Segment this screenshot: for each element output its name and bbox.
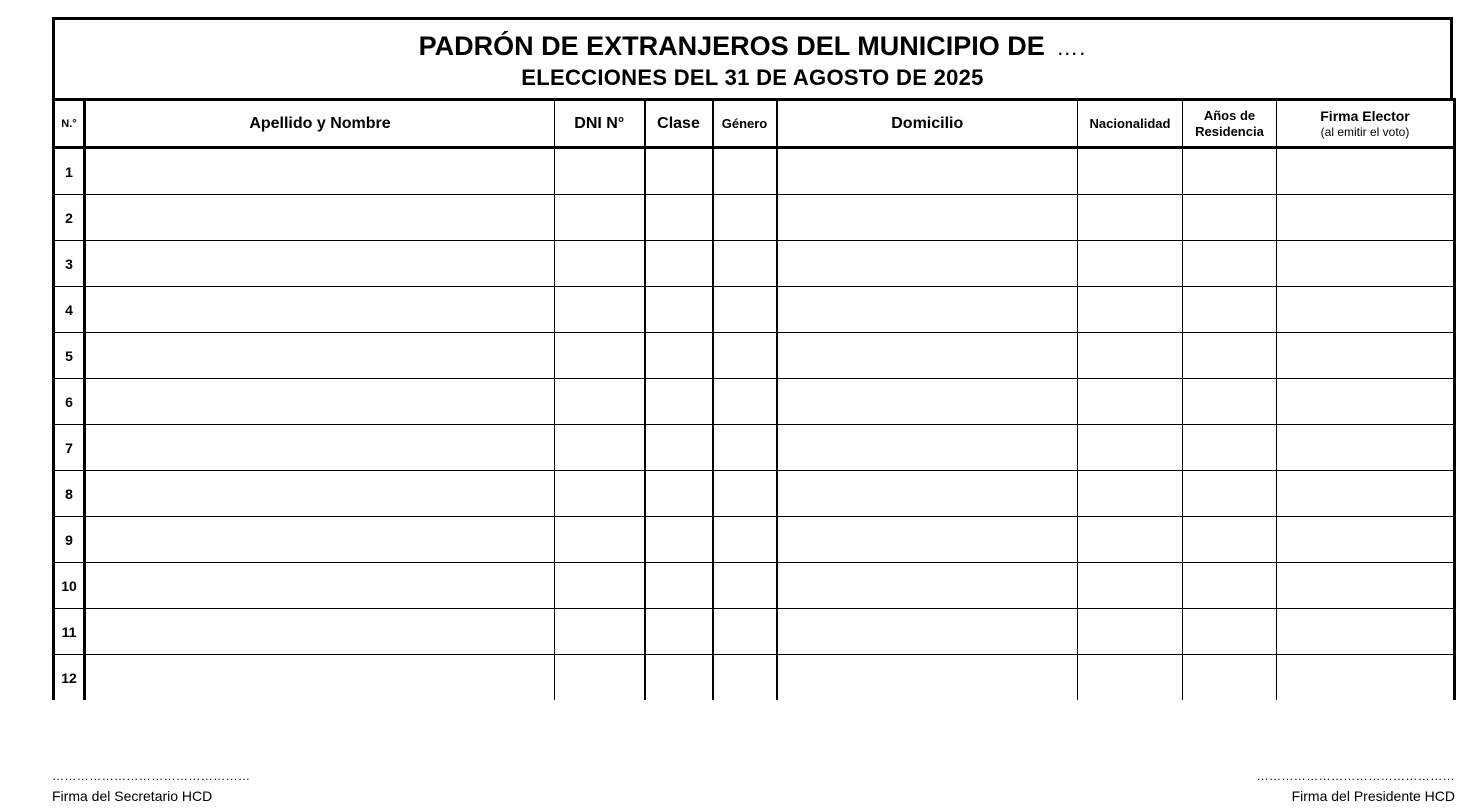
cell-firma[interactable]	[1277, 333, 1455, 379]
cell-dni[interactable]	[555, 517, 645, 563]
secretary-signature-label: Firma del Secretario HCD	[52, 788, 213, 804]
cell-name[interactable]	[85, 425, 555, 471]
header-firma-elector	[1277, 100, 1455, 148]
cell-dni[interactable]	[555, 333, 645, 379]
row-number: 6	[54, 379, 85, 425]
table-row	[54, 563, 1455, 609]
cell-firma[interactable]	[1277, 563, 1455, 609]
header-dni: DNI N°	[555, 100, 645, 148]
cell-name[interactable]	[85, 379, 555, 425]
header-name: Apellido y Nombre	[85, 100, 555, 148]
header-anios-residencia: Años de Residencia	[1183, 100, 1277, 148]
table-row	[54, 609, 1455, 655]
row-number: 1	[54, 148, 85, 195]
table-row	[54, 517, 1455, 563]
cell-clase[interactable]	[645, 563, 713, 609]
table-row	[54, 425, 1455, 471]
cell-name[interactable]	[85, 148, 555, 195]
cell-clase[interactable]	[645, 379, 713, 425]
cell-anios[interactable]	[1183, 379, 1277, 425]
row-number: 10	[54, 563, 85, 609]
cell-domicilio[interactable]	[777, 241, 1078, 287]
president-signature	[1257, 770, 1455, 804]
cell-anios[interactable]	[1183, 563, 1277, 609]
cell-genero[interactable]	[713, 241, 777, 287]
cell-domicilio[interactable]	[777, 333, 1078, 379]
cell-genero[interactable]	[713, 287, 777, 333]
cell-clase[interactable]	[645, 148, 713, 195]
election-subtitle: ELECCIONES DEL 31 DE AGOSTO DE 2025	[521, 65, 984, 90]
cell-genero[interactable]	[713, 655, 777, 701]
cell-anios[interactable]	[1183, 148, 1277, 195]
cell-domicilio[interactable]	[777, 609, 1078, 655]
cell-firma[interactable]	[1277, 379, 1455, 425]
header-number: N.°	[54, 100, 85, 148]
cell-domicilio[interactable]	[777, 379, 1078, 425]
voter-table	[52, 98, 1456, 700]
header-nacionalidad: Nacionalidad	[1078, 100, 1183, 148]
cell-nacionalidad[interactable]	[1078, 195, 1183, 241]
table-body	[54, 148, 1455, 701]
cell-name[interactable]	[85, 471, 555, 517]
header-clase: Clase	[645, 100, 713, 148]
cell-nacionalidad[interactable]	[1078, 517, 1183, 563]
cell-genero[interactable]	[713, 609, 777, 655]
cell-clase[interactable]	[645, 609, 713, 655]
cell-anios[interactable]	[1183, 425, 1277, 471]
table-row	[54, 471, 1455, 517]
table-header	[54, 100, 1455, 148]
cell-domicilio[interactable]	[777, 287, 1078, 333]
cell-firma[interactable]	[1277, 241, 1455, 287]
cell-firma[interactable]	[1277, 655, 1455, 701]
cell-firma[interactable]	[1277, 425, 1455, 471]
cell-nacionalidad[interactable]	[1078, 379, 1183, 425]
cell-domicilio[interactable]	[777, 148, 1078, 195]
row-number: 4	[54, 287, 85, 333]
cell-anios[interactable]	[1183, 241, 1277, 287]
cell-nacionalidad[interactable]	[1078, 609, 1183, 655]
cell-name[interactable]	[85, 195, 555, 241]
cell-genero[interactable]	[713, 333, 777, 379]
cell-dni[interactable]	[555, 425, 645, 471]
cell-name[interactable]	[85, 287, 555, 333]
cell-name[interactable]	[85, 609, 555, 655]
cell-genero[interactable]	[713, 148, 777, 195]
cell-nacionalidad[interactable]	[1078, 287, 1183, 333]
row-number: 9	[54, 517, 85, 563]
cell-anios[interactable]	[1183, 333, 1277, 379]
cell-name[interactable]	[85, 655, 555, 701]
cell-domicilio[interactable]	[777, 517, 1078, 563]
table-row	[54, 241, 1455, 287]
cell-genero[interactable]	[713, 517, 777, 563]
cell-firma[interactable]	[1277, 517, 1455, 563]
row-number: 7	[54, 425, 85, 471]
cell-firma[interactable]	[1277, 609, 1455, 655]
cell-domicilio[interactable]	[777, 425, 1078, 471]
cell-domicilio[interactable]	[777, 195, 1078, 241]
cell-genero[interactable]	[713, 195, 777, 241]
cell-genero[interactable]	[713, 471, 777, 517]
cell-dni[interactable]	[555, 563, 645, 609]
cell-clase[interactable]	[645, 333, 713, 379]
cell-anios[interactable]	[1183, 287, 1277, 333]
header-firma-label: Firma Elector	[1320, 108, 1410, 124]
cell-genero[interactable]	[713, 563, 777, 609]
table-row	[54, 287, 1455, 333]
header-domicilio: Domicilio	[777, 100, 1078, 148]
cell-domicilio[interactable]	[777, 563, 1078, 609]
cell-domicilio[interactable]	[777, 471, 1078, 517]
cell-nacionalidad[interactable]	[1078, 425, 1183, 471]
cell-clase[interactable]	[645, 517, 713, 563]
cell-dni[interactable]	[555, 609, 645, 655]
cell-firma[interactable]	[1277, 287, 1455, 333]
secretary-signature	[52, 770, 250, 804]
cell-name[interactable]	[85, 563, 555, 609]
cell-dni[interactable]	[555, 195, 645, 241]
header-firma-sub: (al emitir el voto)	[1320, 125, 1410, 139]
cell-firma[interactable]	[1277, 148, 1455, 195]
cell-nacionalidad[interactable]	[1078, 655, 1183, 701]
row-number: 11	[54, 609, 85, 655]
cell-anios[interactable]	[1183, 517, 1277, 563]
secretary-signature-line: …………………………………………	[52, 769, 251, 783]
cell-clase[interactable]	[645, 471, 713, 517]
cell-nacionalidad[interactable]	[1078, 471, 1183, 517]
cell-genero[interactable]	[713, 425, 777, 471]
padron-sheet	[52, 17, 1453, 700]
cell-clase[interactable]	[645, 287, 713, 333]
title-text: PADRÓN DE EXTRANJEROS DEL MUNICIPIO DE	[418, 31, 1045, 61]
cell-clase[interactable]	[645, 195, 713, 241]
title-dots: ….	[1056, 35, 1087, 60]
cell-anios[interactable]	[1183, 195, 1277, 241]
table-row	[54, 333, 1455, 379]
cell-clase[interactable]	[645, 425, 713, 471]
cell-name[interactable]	[85, 333, 555, 379]
cell-dni[interactable]	[555, 148, 645, 195]
table-row	[54, 148, 1455, 195]
cell-name[interactable]	[85, 517, 555, 563]
cell-dni[interactable]	[555, 287, 645, 333]
table-row	[54, 379, 1455, 425]
document-title	[55, 30, 1450, 64]
president-signature-line: …………………………………………	[1256, 769, 1455, 783]
row-number: 3	[54, 241, 85, 287]
cell-anios[interactable]	[1183, 655, 1277, 701]
cell-genero[interactable]	[713, 379, 777, 425]
cell-firma[interactable]	[1277, 195, 1455, 241]
cell-nacionalidad[interactable]	[1078, 148, 1183, 195]
cell-anios[interactable]	[1183, 609, 1277, 655]
cell-name[interactable]	[85, 241, 555, 287]
cell-dni[interactable]	[555, 379, 645, 425]
row-number: 2	[54, 195, 85, 241]
row-number: 8	[54, 471, 85, 517]
cell-domicilio[interactable]	[777, 655, 1078, 701]
cell-anios[interactable]	[1183, 471, 1277, 517]
cell-clase[interactable]	[645, 655, 713, 701]
cell-dni[interactable]	[555, 471, 645, 517]
title-box	[52, 17, 1453, 101]
cell-dni[interactable]	[555, 241, 645, 287]
president-signature-label: Firma del Presidente HCD	[1291, 788, 1455, 804]
table-row	[54, 195, 1455, 241]
row-number: 5	[54, 333, 85, 379]
cell-dni[interactable]	[555, 655, 645, 701]
header-genero: Género	[713, 100, 777, 148]
row-number: 12	[54, 655, 85, 701]
cell-nacionalidad[interactable]	[1078, 563, 1183, 609]
cell-firma[interactable]	[1277, 471, 1455, 517]
cell-nacionalidad[interactable]	[1078, 333, 1183, 379]
table-row	[54, 655, 1455, 701]
cell-clase[interactable]	[645, 241, 713, 287]
cell-nacionalidad[interactable]	[1078, 241, 1183, 287]
